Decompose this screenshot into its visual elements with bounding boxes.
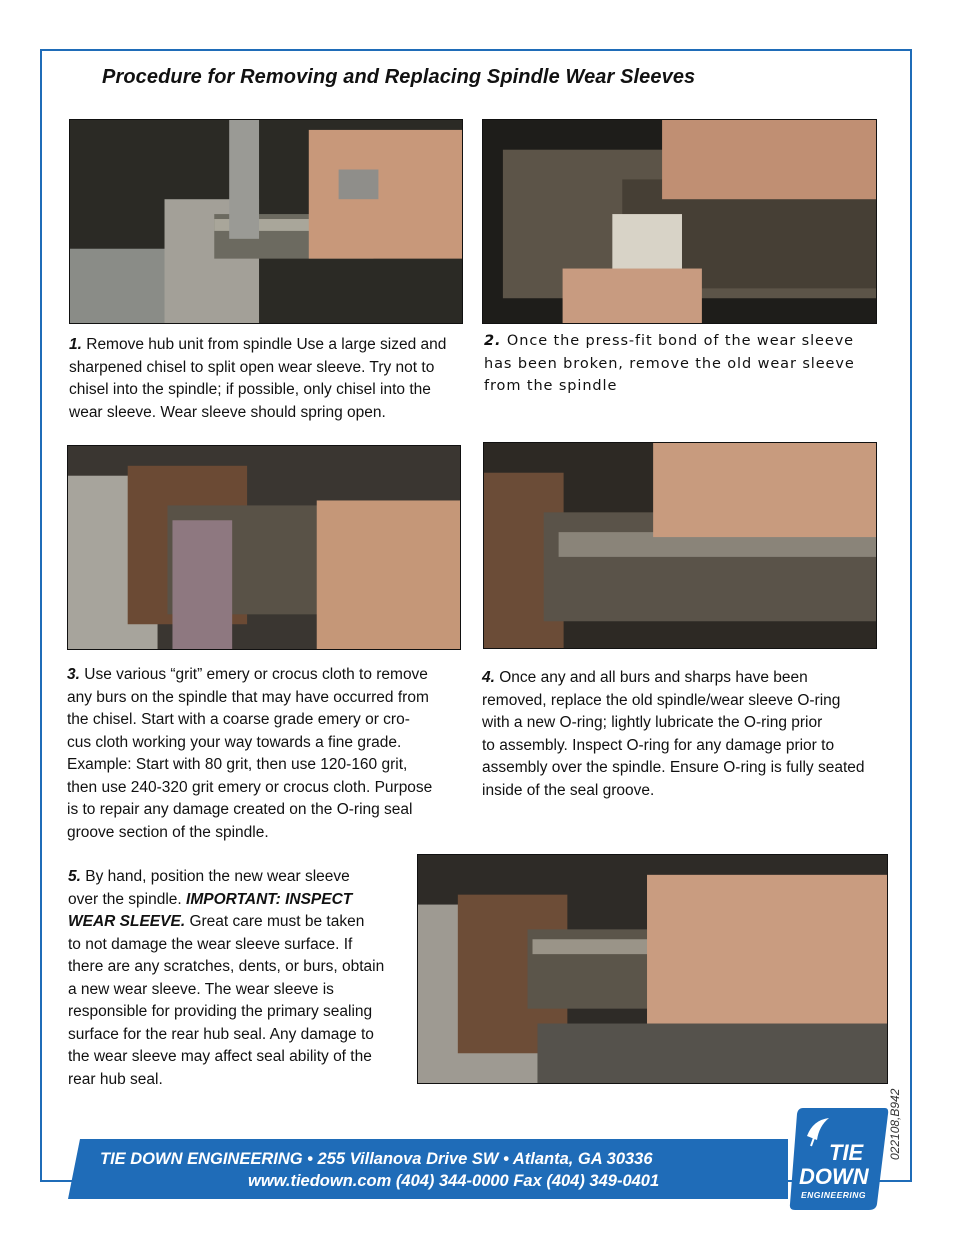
step-2-image [483, 120, 876, 323]
step-5-line-9: the wear sleeve may affect seal ability of the [68, 1048, 372, 1065]
step-3-line-7: is to repair any damage created on the O-ring seal [67, 801, 413, 818]
doc-number: 022108,B942 [888, 1088, 902, 1160]
step-3-line-5: Example: Start with 80 grit, then use 120-160 grit, [67, 756, 408, 773]
footer-company-address: TIE DOWN ENGINEERING • 255 Villanova Drive SW • Atlanta, GA 30336 [100, 1150, 653, 1168]
step-4-line-5: assembly over the spindle. Ensure O-ring is fully seated [482, 759, 865, 776]
step-2-line-2: has been broken, remove the old wear sleeve [484, 355, 855, 372]
step-1-caption [69, 334, 469, 424]
step-4-line-6: inside of the seal groove. [482, 781, 655, 799]
step-1-line-3: chisel into the spindle; if possible, only chisel into the [69, 381, 431, 398]
step-3-number: 3. [67, 666, 80, 683]
doc-number-wrap [888, 1088, 954, 1174]
step-2-number: 2. [484, 333, 502, 349]
step-3-caption [67, 664, 467, 844]
logo-word-engineering: ENGINEERING [801, 1190, 867, 1200]
step-5-line-7: responsible for providing the primary sealing [68, 1003, 373, 1020]
step-5-line-1: By hand, position the new wear sleeve [80, 868, 350, 885]
step-1-image [70, 120, 462, 323]
step-4-photo [483, 442, 877, 649]
step-2-line-3: from the spindle [484, 378, 618, 394]
footer-contact: www.tiedown.com (404) 344-0000 Fax (404) 349-0401 [248, 1172, 660, 1190]
step-1-line-2: sharpened chisel to split open wear sleeve. Try not to [69, 358, 435, 376]
step-5-line-10: rear hub seal. [68, 1070, 163, 1088]
tie-down-logo [789, 1106, 889, 1210]
step-3-line-6: then use 240-320 grit emery or crocus cloth. Purpose [67, 778, 433, 796]
step-5-line-3: Great care must be taken [185, 913, 365, 930]
step-4-number: 4. [482, 669, 495, 686]
step-3-line-1: Use various “grit” emery or crocus cloth to remove [79, 666, 428, 683]
step-2-caption [484, 330, 884, 398]
logo-word-down: DOWN [799, 1164, 869, 1189]
step-5-number: 5. [68, 868, 81, 885]
step-2-photo [482, 119, 877, 324]
step-4-line-2: removed, replace the old spindle/wear sleeve O-ring [482, 691, 841, 709]
step-5-line-2: over the spindle. [68, 890, 187, 908]
step-5-line-4: to not damage the wear sleeve surface. If [68, 935, 353, 953]
step-4-line-1: Once any and all burs and sharps have been [494, 669, 808, 686]
logo-word-tie: TIE [829, 1140, 864, 1165]
step-1-line-1: Remove hub unit from spindle Use a large sized and [81, 336, 447, 353]
page-title: Procedure for Removing and Replacing Spindle Wear Sleeves [102, 66, 696, 88]
step-5-photo [417, 854, 888, 1084]
step-3-line-2: any burs on the spindle that may have occurred from [67, 688, 429, 706]
step-3-line-4: cus cloth working your way towards a fine grade. [67, 733, 402, 751]
step-1-line-4: wear sleeve. Wear sleeve should spring open. [69, 403, 386, 421]
step-5-important-a: IMPORTANT: INSPECT [186, 890, 353, 908]
step-5-line-8: surface for the rear hub seal. Any damage to [68, 1025, 374, 1043]
step-1-number: 1. [69, 336, 82, 353]
step-4-caption [482, 667, 882, 802]
step-3-line-8: groove section of the spindle. [67, 823, 269, 841]
step-5-important-b: WEAR SLEEVE. [68, 913, 186, 930]
step-1-photo [69, 119, 463, 324]
step-4-line-4: to assembly. Inspect O-ring for any damage prior to [482, 736, 835, 754]
step-3-line-3: the chisel. Start with a coarse grade emery or cro- [67, 711, 410, 728]
step-4-line-3: with a new O-ring; lightly lubricate the O-ring prior [482, 714, 823, 731]
step-5-line-5: there are any scratches, dents, or burs, obtain [68, 958, 385, 975]
step-5-line-6: a new wear sleeve. The wear sleeve is [68, 980, 334, 998]
step-2-line-1: Once the press-fit bond of the wear sleeve [501, 333, 854, 349]
step-5-caption [68, 866, 408, 1091]
step-5-image [418, 855, 887, 1083]
step-3-image [68, 446, 460, 649]
step-3-photo [67, 445, 461, 650]
step-4-image [484, 443, 876, 648]
